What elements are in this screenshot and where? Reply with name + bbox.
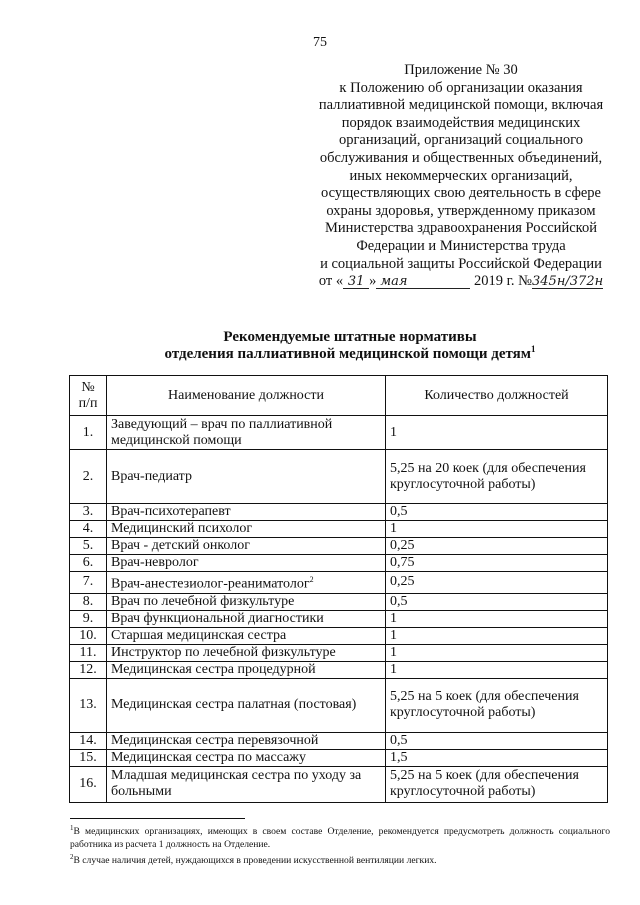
position-name-text: Врач-невролог [111, 555, 199, 570]
position-name [107, 555, 386, 572]
annex-line: порядок взаимодействия медицинских [341, 114, 581, 131]
position-quantity: 5,25 на 5 коек (для обеспечения круглосуточной работы) [386, 678, 608, 732]
annex-line: Министерства здравоохранения Российской [325, 220, 597, 237]
date-prefix: от « [318, 273, 344, 290]
title-line-2 [0, 346, 640, 363]
row-number: 8. [70, 593, 107, 610]
position-name-text: Врач - детский онколог [111, 538, 250, 553]
position-name [107, 538, 386, 555]
annex-line: и социальной защиты Российской Федерации [320, 255, 602, 272]
row-number: 2. [70, 450, 107, 504]
row-number: 9. [70, 610, 107, 627]
position-quantity: 1,5 [386, 749, 608, 766]
position-quantity: 0,75 [386, 555, 608, 572]
position-name-text: Медицинская сестра процедурной [111, 661, 316, 677]
table-header-row [70, 376, 608, 416]
position-quantity: 1 [386, 644, 608, 661]
row-number: 1. [70, 416, 107, 450]
annex-line: к Положению об организации оказания [339, 79, 583, 96]
table-row [70, 416, 608, 450]
header-name: Наименование должности [107, 376, 386, 416]
position-quantity: 0,25 [386, 572, 608, 594]
position-name [107, 678, 386, 732]
footnote-text: В медицинских организациях, имеющих в своем составе Отделение, рекомендуется предусмотреть должность социального работника из расчета 1 должность на Отделение. [70, 826, 610, 851]
position-name-text: Заведующий – врач по паллиативной медицинской помощи [111, 416, 333, 448]
row-number: 3. [70, 504, 107, 521]
row-number: 16. [70, 766, 107, 802]
position-quantity: 0,5 [386, 593, 608, 610]
footnote-mark: 1 [70, 824, 74, 832]
position-name-text: Инструктор по лечебной физкультуре [111, 644, 336, 660]
table-row [70, 538, 608, 555]
position-name-text: Врач-педиатр [111, 468, 192, 484]
annex-line: иных некоммерческих организаций, [349, 167, 573, 184]
position-name [107, 627, 386, 644]
row-number: 5. [70, 538, 107, 555]
table-row [70, 678, 608, 732]
table-row [70, 521, 608, 538]
annex-line: охраны здоровья, утвержденному приказом [326, 202, 596, 219]
position-quantity: 1 [386, 627, 608, 644]
position-quantity: 0,5 [386, 732, 608, 749]
page-number: 75 [313, 35, 327, 50]
position-quantity: 0,5 [386, 504, 608, 521]
table-row [70, 661, 608, 678]
row-number: 4. [70, 521, 107, 538]
date-year: 2019 г. № [473, 273, 533, 290]
position-quantity: 5,25 на 20 коек (для обеспечения круглосуточной работы) [386, 450, 608, 504]
annex-line: паллиативной медицинской помощи, включая [318, 97, 604, 114]
title-footnote-ref: 1 [530, 344, 536, 354]
title-line-2-text: отделения паллиативной медицинской помощи детям [164, 346, 531, 362]
position-name-text: Врач функциональной диагностики [111, 610, 324, 626]
table-row [70, 644, 608, 661]
annex-title: Приложение № 30 [404, 62, 518, 78]
date-mid: » [369, 273, 377, 290]
position-name-text: Врач-психотерапевт [111, 504, 231, 519]
footnote-text: В случае наличия детей, нуждающихся в проведении искусственной вентиляции легких. [73, 855, 437, 867]
position-name-text: Младшая медицинская сестра по уходу за больными [111, 768, 362, 800]
position-name [107, 572, 386, 594]
position-name [107, 644, 386, 661]
footnote-1 [70, 822, 610, 851]
handwritten-day: 31 [343, 275, 369, 289]
row-number: 10. [70, 627, 107, 644]
annex-line: обслуживания и общественных объединений, [319, 149, 603, 166]
table-row [70, 627, 608, 644]
position-quantity: 1 [386, 416, 608, 450]
table-row [70, 504, 608, 521]
position-quantity: 1 [386, 661, 608, 678]
table-row [70, 610, 608, 627]
annex-line: осуществляющих свою деятельность в сфере [320, 185, 601, 202]
document-title [0, 329, 640, 363]
position-footnote-ref: 2 [309, 575, 314, 584]
table-row [70, 450, 608, 504]
table-row [70, 749, 608, 766]
row-number: 13. [70, 678, 107, 732]
position-name [107, 732, 386, 749]
position-name [107, 661, 386, 678]
staffing-table [69, 375, 608, 803]
position-name [107, 593, 386, 610]
table-row [70, 732, 608, 749]
position-name [107, 766, 386, 802]
order-date-line [296, 273, 626, 291]
position-name-text: Медицинская сестра палатная (постовая) [111, 697, 357, 713]
header-num: № п/п [70, 376, 107, 416]
table-body [70, 416, 608, 803]
row-number: 6. [70, 555, 107, 572]
table-row [70, 555, 608, 572]
position-name-text: Медицинская сестра перевязочной [111, 732, 319, 748]
table-row [70, 593, 608, 610]
header-qty: Количество должностей [386, 376, 608, 416]
row-number: 11. [70, 644, 107, 661]
title-line-1: Рекомендуемые штатные нормативы [223, 329, 477, 345]
row-number: 14. [70, 732, 107, 749]
position-name [107, 610, 386, 627]
position-quantity: 1 [386, 521, 608, 538]
position-quantity: 0,25 [386, 538, 608, 555]
row-number: 7. [70, 572, 107, 594]
position-name [107, 504, 386, 521]
position-name-text: Врач-анестезиолог-реаниматолог [111, 576, 310, 592]
position-name [107, 749, 386, 766]
position-quantity: 1 [386, 610, 608, 627]
footnotes [70, 822, 610, 867]
footnote-rule [70, 818, 245, 819]
footnote-mark: 2 [70, 853, 74, 862]
footnote-2 [70, 851, 610, 867]
annex-line: Федерации и Министерства труда [356, 237, 566, 254]
position-quantity: 5,25 на 5 коек (для обеспечения круглосуточной работы) [386, 766, 608, 802]
position-name-text: Медицинский психолог [111, 521, 253, 536]
position-name-text: Медицинская сестра по массажу [111, 749, 306, 765]
table-row [70, 766, 608, 802]
position-name [107, 416, 386, 450]
position-name [107, 450, 386, 504]
row-number: 12. [70, 661, 107, 678]
table-row [70, 572, 608, 594]
position-name [107, 521, 386, 538]
row-number: 15. [70, 749, 107, 766]
annex-header [296, 62, 626, 291]
handwritten-month: мая [376, 275, 470, 289]
position-name-text: Старшая медицинская сестра [111, 627, 287, 643]
position-name-text: Врач по лечебной физкультуре [111, 593, 295, 609]
handwritten-order-number: 345н/372н [532, 274, 604, 290]
annex-line: организаций, организаций социального [338, 132, 584, 149]
